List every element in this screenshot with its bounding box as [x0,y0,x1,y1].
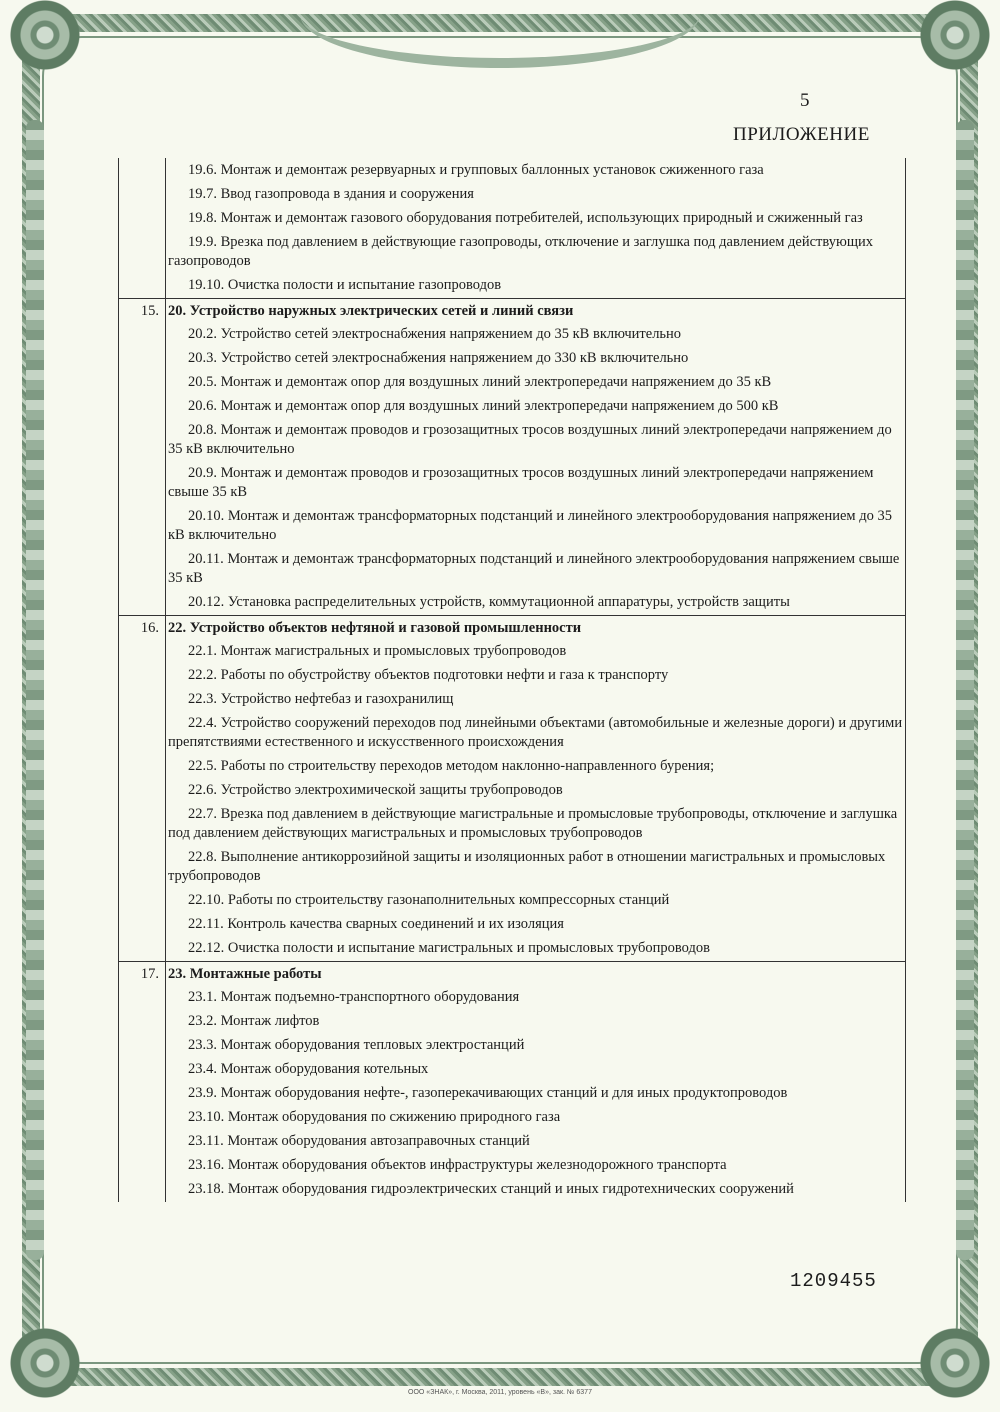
work-item: 22.3. Устройство нефтебаз и газохранилищ [188,691,454,707]
work-item: 19.6. Монтаж и демонтаж резервуарных и групповых баллонных установок сжиженного газа [188,162,764,178]
work-item: 19.7. Ввод газопровода в здания и сооружения [188,186,474,202]
work-item: 20.10. Монтаж и демонтаж трансформаторных подстанций и линейного электрооборудования напряжением до 35 кВ включительно [168,508,892,543]
work-item: 20.12. Установка распределительных устройств, коммутационной аппаратуры, устройств защиты [188,594,790,610]
frame-corner-ornament-icon [920,0,990,70]
work-item: 19.8. Монтаж и демонтаж газового оборудования потребителей, использующих природный и сжиженный газ [188,210,863,226]
work-item: 23.3. Монтаж оборудования тепловых электростанций [188,1037,525,1053]
work-item: 22.2. Работы по обустройству объектов подготовки нефти и газа к транспорту [188,667,669,683]
work-item: 22.11. Контроль качества сварных соединений и их изоляция [188,916,564,932]
frame-right-band [956,120,974,1260]
work-item: 23.9. Монтаж оборудования нефте-, газоперекачивающих станций и для иных продуктопроводов [188,1085,788,1101]
group-content [166,616,905,961]
group-number: 15. [119,299,166,615]
work-item: 20.2. Устройство сетей электроснабжения напряжением до 35 кВ включительно [188,326,682,342]
table-group [119,615,905,961]
work-item: 22.8. Выполнение антикоррозийной защиты и изоляционных работ в отношении магистральных и промысловых трубопроводов [168,849,886,884]
frame-corner-ornament-icon [920,1328,990,1398]
work-item: 22.5. Работы по строительству переходов методом наклонно-направленного бурения; [188,758,715,774]
work-item: 23.16. Монтаж оборудования объектов инфраструктуры железнодорожного транспорта [188,1157,727,1173]
frame-left-band [26,120,44,1260]
group-heading: 22. Устройство объектов нефтяной и газовой промышленности [168,620,582,636]
work-item: 22.10. Работы по строительству газонаполнительных компрессорных станций [188,892,670,908]
page-number: 5 [800,90,810,111]
work-item: 20.9. Монтаж и демонтаж проводов и грозозащитных тросов воздушных линий электропередачи напряжением свыше 35 кВ [168,465,874,500]
group-content [166,158,905,298]
work-item: 23.2. Монтаж лифтов [188,1013,320,1029]
table-group [119,961,905,1202]
table-group [119,158,905,298]
work-item: 19.10. Очистка полости и испытание газопроводов [188,277,502,293]
group-number [119,158,166,298]
work-item: 22.7. Врезка под давлением в действующие магистральные и промысловые трубопроводы, отключение и заглушка под давлением действующих магистральных и промысловых трубопроводов [168,806,898,841]
group-content [166,299,905,615]
group-heading: 23. Монтажные работы [168,966,322,982]
work-item: 19.9. Врезка под давлением в действующие газопроводы, отключение и заглушка под давлением действующих газопроводов [168,234,873,269]
work-item: 22.12. Очистка полости и испытание магистральных и промысловых трубопроводов [188,940,710,956]
work-item: 20.5. Монтаж и демонтаж опор для воздушных линий электропередачи напряжением до 35 кВ [188,374,772,390]
group-number: 16. [119,616,166,961]
work-item: 23.18. Монтаж оборудования гидроэлектрических станций и иных гидротехнических сооружений [188,1181,794,1197]
work-item: 23.4. Монтаж оборудования котельных [188,1061,429,1077]
work-item: 20.8. Монтаж и демонтаж проводов и грозозащитных тросов воздушных линий электропередачи напряжением до 35 кВ включительно [168,422,892,457]
work-item: 22.4. Устройство сооружений переходов под линейными объектами (автомобильные и железные дороги) и другими препятствиями естественного и искусственного происхождения [168,715,903,750]
work-types-table [118,158,906,1202]
work-item: 22.6. Устройство электрохимической защиты трубопроводов [188,782,563,798]
group-number: 17. [119,962,166,1202]
group-heading: 20. Устройство наружных электрических сетей и линий связи [168,303,574,319]
table-group [119,298,905,615]
appendix-title: ПРИЛОЖЕНИЕ [733,124,870,145]
work-item: 23.11. Монтаж оборудования автозаправочных станций [188,1133,530,1149]
work-item: 20.11. Монтаж и демонтаж трансформаторных подстанций и линейного электрооборудования напряжением свыше 35 кВ [168,551,900,586]
group-content [166,962,905,1202]
work-item: 20.6. Монтаж и демонтаж опор для воздушных линий электропередачи напряжением до 500 кВ [188,398,779,414]
work-item: 23.1. Монтаж подъемно-транспортного оборудования [188,989,520,1005]
work-item: 22.1. Монтаж магистральных и промысловых трубопроводов [188,643,567,659]
printer-imprint: ООО «ЗНАК», г. Москва, 2011, уровень «В», зак. № 6377 [408,1389,592,1396]
frame-corner-ornament-icon [10,0,80,70]
work-item: 23.10. Монтаж оборудования по сжижению природного газа [188,1109,561,1125]
work-item: 20.3. Устройство сетей электроснабжения напряжением до 330 кВ включительно [188,350,689,366]
serial-number: 1209455 [790,1270,877,1292]
frame-corner-ornament-icon [10,1328,80,1398]
